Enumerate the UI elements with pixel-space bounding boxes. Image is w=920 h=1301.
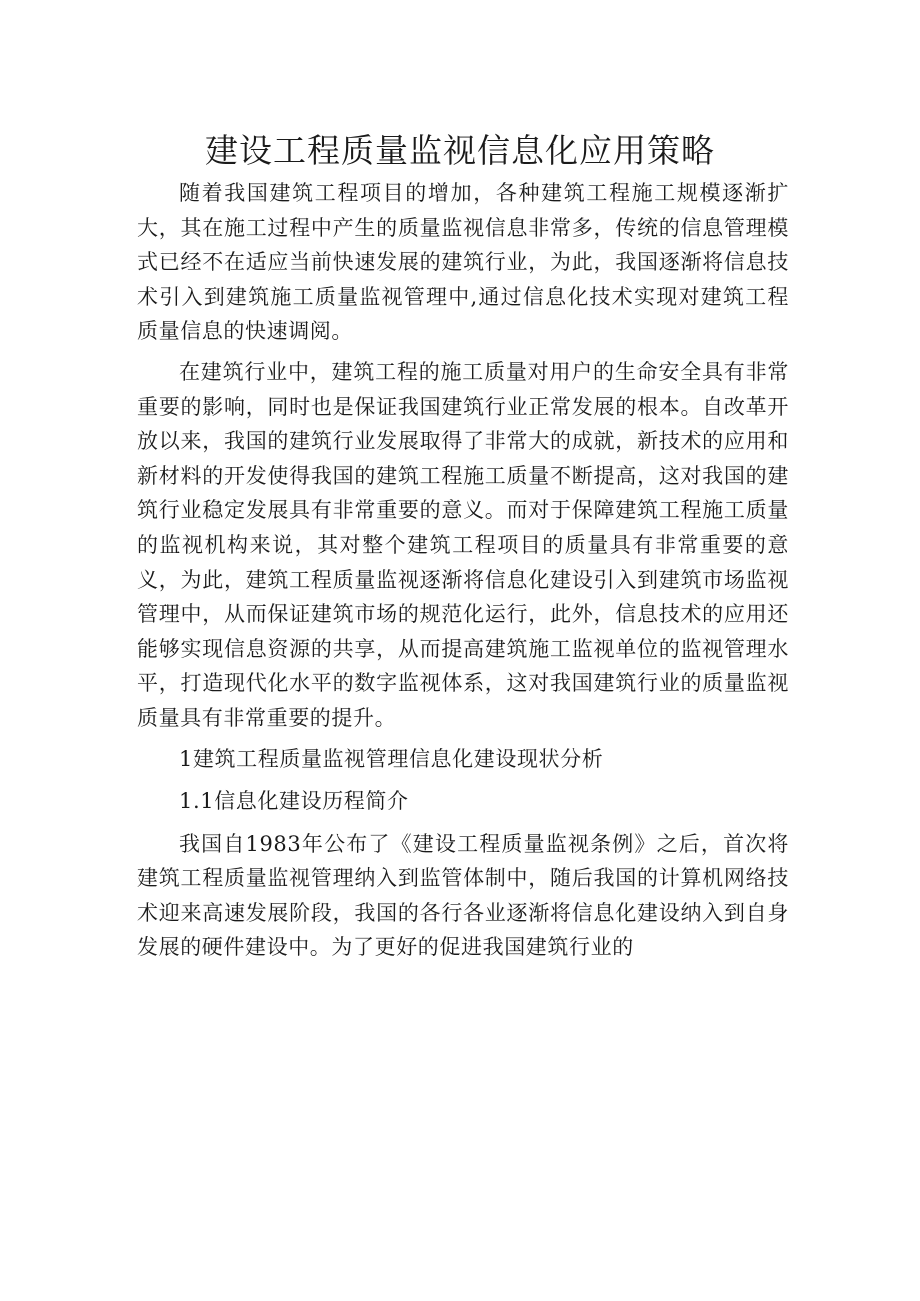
subsection-heading: 1.1信息化建设历程简介 (179, 789, 409, 814)
section-heading: 1建筑工程质量监视管理信息化建设现状分析 (179, 746, 604, 771)
paragraph-intro: 随着我国建筑工程项目的增加，各种建筑工程施工规模逐渐扩大，其在施工过程中产生的质量监视信息非常多，传统的信息管理模式已经不在适应当前快速发展的建筑行业，为此，我国逐渐将信息技术引入到建筑施工质量监视管理中,通过信息化技术实现对建筑工程质量信息的快速调阅。 (137, 181, 789, 344)
document-body (137, 176, 789, 971)
paragraph-history: 我国自1983年公布了《建设工程质量监视条例》之后，首次将建筑工程质量监视管理纳入到监管体制中，随后我国的计算机网络技术迎来高速发展阶段，我国的各行各业逐渐将信息化建设纳入到自身发展的硬件建设中。为了更好的促进我国建筑行业的 (137, 831, 789, 960)
paragraph-industry: 在建筑行业中，建筑工程的施工质量对用户的生命安全具有非常重要的影响，同时也是保证我国建筑行业正常发展的根本。自改革开放以来，我国的建筑行业发展取得了非常大的成就，新技术的应用和新材料的开发使得我国的建筑工程施工质量不断提高，这对我国的建筑行业稳定发展具有非常重要的意义。而对于保障建筑工程施工质量的监视机构来说，其对整个建筑工程项目的质量具有非常重要的意义，为此，建筑工程质量监视逐渐将信息化建设引入到建筑市场监视管理中，从而保证建筑市场的规范化运行，此外，信息技术的应用还能够实现信息资源的共享，从而提高建筑施工监视单位的监视管理水平，打造现代化水平的数字监视体系，这对我国建筑行业的质量监视质量具有非常重要的提升。 (137, 359, 789, 730)
document-title: 建设工程质量监视信息化应用策略 (205, 131, 715, 170)
